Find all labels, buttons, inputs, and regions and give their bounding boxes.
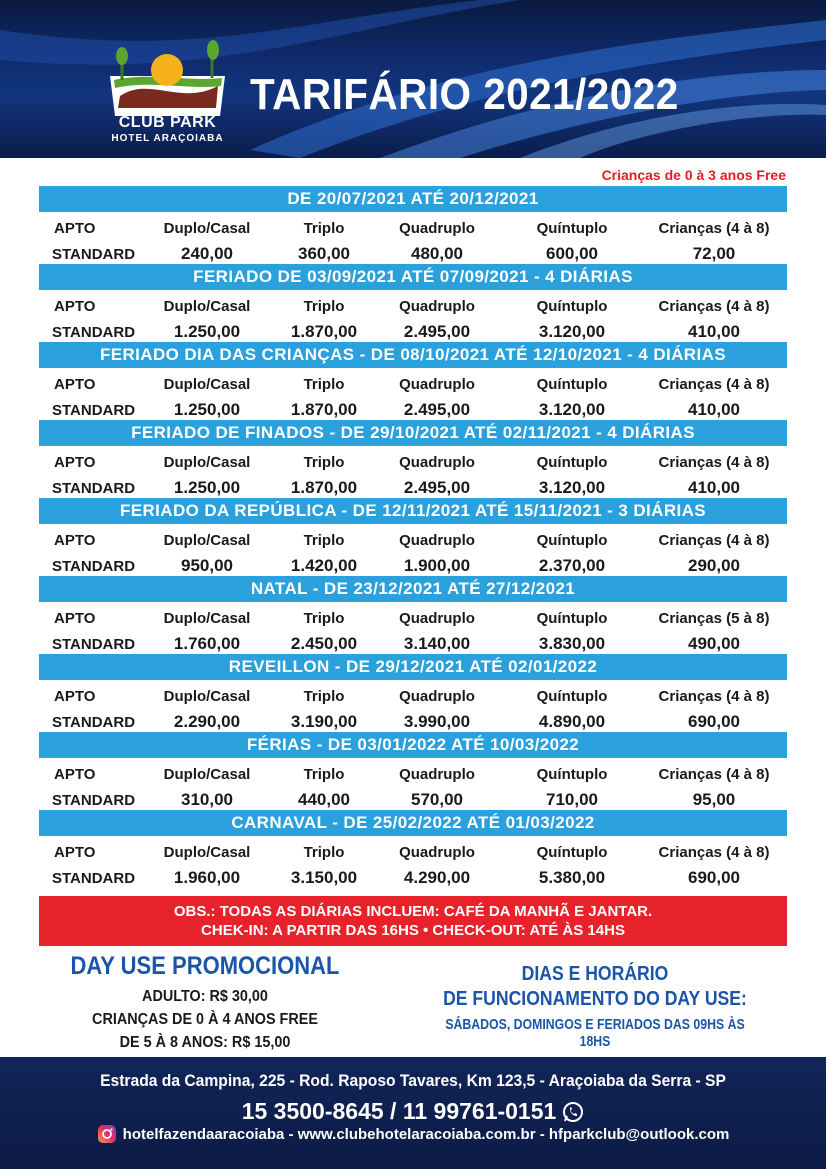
column-header-kids: Crianças (4 à 8) xyxy=(658,454,770,471)
period-title: FÉRIAS - DE 03/01/2022 ATÉ 10/03/2022 xyxy=(39,732,787,758)
column-header-duplo: Duplo/Casal xyxy=(163,454,251,471)
rate-value: 3.120,00 xyxy=(538,478,606,497)
column-header-quadruplo: Quadruplo xyxy=(399,454,475,471)
column-header-apto: APTO xyxy=(54,376,96,393)
column-header-kids: Crianças (4 à 8) xyxy=(658,844,770,861)
column-header-apto: APTO xyxy=(54,844,96,861)
rate-value: 1.870,00 xyxy=(290,400,358,419)
web-and-email: hotelfazendaaracoiaba - www.clubehotelaracoiaba.com.br - hfparkclub@outlook.com xyxy=(122,1125,730,1143)
logo-title: CLUB PARK xyxy=(118,114,217,131)
day-use-kids-free: CRIANÇAS DE 0 À 4 ANOS FREE xyxy=(92,1011,318,1028)
instagram-icon xyxy=(97,1124,117,1144)
rate-value: 3.120,00 xyxy=(538,322,606,341)
column-header-quadruplo: Quadruplo xyxy=(399,298,475,315)
rate-value: 410,00 xyxy=(688,400,740,419)
rate-value: 310,00 xyxy=(181,790,233,809)
whatsapp-icon xyxy=(562,1101,584,1123)
room-type-label: STANDARD xyxy=(52,324,136,341)
rate-value: 240,00 xyxy=(181,244,233,263)
rate-value: 1.250,00 xyxy=(173,322,241,341)
period-title: DE 20/07/2021 ATÉ 20/12/2021 xyxy=(39,186,787,212)
rate-value: 2.495,00 xyxy=(403,322,471,341)
rate-row xyxy=(39,290,787,342)
rate-value: 290,00 xyxy=(688,556,740,575)
column-header-triplo: Triplo xyxy=(303,220,345,237)
rate-value: 72,00 xyxy=(692,244,736,263)
column-header-duplo: Duplo/Casal xyxy=(163,688,251,705)
column-header-quintuplo: Quíntuplo xyxy=(536,610,608,627)
column-header-duplo: Duplo/Casal xyxy=(163,220,251,237)
column-header-quintuplo: Quíntuplo xyxy=(536,220,608,237)
obs-line-checkin: CHEK-IN: A PARTIR DAS 16HS • CHECK-OUT: ATÉ ÀS 14HS xyxy=(201,922,625,939)
rate-value: 3.140,00 xyxy=(403,634,471,653)
rate-value: 5.380,00 xyxy=(538,868,606,887)
rate-value: 2.370,00 xyxy=(538,556,606,575)
rate-value: 1.870,00 xyxy=(290,322,358,341)
period-title: FERIADO DIA DAS CRIANÇAS - DE 08/10/2021 ATÉ 12/10/2021 - 4 DIÁRIAS xyxy=(39,342,787,368)
rate-value: 1.250,00 xyxy=(173,400,241,419)
period-title: REVEILLON - DE 29/12/2021 ATÉ 02/01/2022 xyxy=(39,654,787,680)
rate-value: 690,00 xyxy=(688,712,740,731)
column-header-kids: Crianças (4 à 8) xyxy=(658,532,770,549)
column-header-quintuplo: Quíntuplo xyxy=(536,766,608,783)
web-line xyxy=(0,1124,826,1148)
column-header-quintuplo: Quíntuplo xyxy=(536,298,608,315)
rate-value: 1.960,00 xyxy=(173,868,241,887)
obs-banner xyxy=(39,896,787,946)
rate-row xyxy=(39,602,787,654)
rate-row xyxy=(39,524,787,576)
column-header-duplo: Duplo/Casal xyxy=(163,298,251,315)
column-header-apto: APTO xyxy=(54,298,96,315)
period-title: NATAL - DE 23/12/2021 ATÉ 27/12/2021 xyxy=(39,576,787,602)
rate-value: 2.495,00 xyxy=(403,478,471,497)
hours-title-1: DIAS E HORÁRIO xyxy=(521,963,669,985)
rate-value: 710,00 xyxy=(546,790,598,809)
column-header-quintuplo: Quíntuplo xyxy=(536,454,608,471)
day-use-adult-price: ADULTO: R$ 30,00 xyxy=(142,988,268,1005)
rate-value: 360,00 xyxy=(298,244,350,263)
column-header-quadruplo: Quadruplo xyxy=(399,610,475,627)
rate-value: 3.120,00 xyxy=(538,400,606,419)
rate-value: 4.290,00 xyxy=(403,868,471,887)
day-use-section xyxy=(40,952,370,1053)
column-header-kids: Crianças (4 à 8) xyxy=(658,298,770,315)
column-header-triplo: Triplo xyxy=(303,844,345,861)
address: Estrada da Campina, 225 - Rod. Raposo Tavares, Km 123,5 - Araçoiaba da Serra - SP xyxy=(100,1071,726,1090)
period-title: CARNAVAL - DE 25/02/2022 ATÉ 01/03/2022 xyxy=(39,810,787,836)
column-header-triplo: Triplo xyxy=(303,610,345,627)
column-header-apto: APTO xyxy=(54,220,96,237)
rate-value: 2.290,00 xyxy=(173,712,241,731)
day-use-kids-price: DE 5 À 8 ANOS: R$ 15,00 xyxy=(119,1034,291,1051)
column-header-triplo: Triplo xyxy=(303,298,345,315)
day-use-hours xyxy=(400,962,790,1050)
rate-value: 1.900,00 xyxy=(403,556,471,575)
column-header-duplo: Duplo/Casal xyxy=(163,766,251,783)
room-type-label: STANDARD xyxy=(52,714,136,731)
column-header-quadruplo: Quadruplo xyxy=(399,376,475,393)
rate-value: 690,00 xyxy=(688,868,740,887)
rate-row xyxy=(39,446,787,498)
rate-value: 3.990,00 xyxy=(403,712,471,731)
rate-row xyxy=(39,680,787,732)
footer xyxy=(0,1057,826,1169)
rate-value: 1.250,00 xyxy=(173,478,241,497)
rate-row xyxy=(39,758,787,810)
column-header-kids: Crianças (5 à 8) xyxy=(658,610,770,627)
column-header-triplo: Triplo xyxy=(303,454,345,471)
column-header-kids: Crianças (4 à 8) xyxy=(658,766,770,783)
rate-value: 1.760,00 xyxy=(173,634,241,653)
room-type-label: STANDARD xyxy=(52,246,136,263)
column-header-quadruplo: Quadruplo xyxy=(399,532,475,549)
room-type-label: STANDARD xyxy=(52,402,136,419)
column-header-duplo: Duplo/Casal xyxy=(163,532,251,549)
rate-row xyxy=(39,212,787,264)
room-type-label: STANDARD xyxy=(52,792,136,809)
rate-value: 3.150,00 xyxy=(290,868,358,887)
column-header-duplo: Duplo/Casal xyxy=(163,610,251,627)
column-header-quintuplo: Quíntuplo xyxy=(536,376,608,393)
column-header-duplo: Duplo/Casal xyxy=(163,844,251,861)
column-header-quintuplo: Quíntuplo xyxy=(536,532,608,549)
rate-value: 600,00 xyxy=(546,244,598,263)
rate-value: 440,00 xyxy=(298,790,350,809)
rate-value: 490,00 xyxy=(688,634,740,653)
kids-free-note: Crianças de 0 à 3 anos Free xyxy=(601,167,786,183)
rate-value: 95,00 xyxy=(692,790,736,809)
column-header-quintuplo: Quíntuplo xyxy=(536,844,608,861)
page-title: TARIFÁRIO 2021/2022 xyxy=(250,70,679,119)
rate-table xyxy=(39,186,787,888)
rate-value: 2.495,00 xyxy=(403,400,471,419)
column-header-apto: APTO xyxy=(54,454,96,471)
room-type-label: STANDARD xyxy=(52,480,136,497)
rate-value: 410,00 xyxy=(688,478,740,497)
column-header-quadruplo: Quadruplo xyxy=(399,766,475,783)
column-header-quadruplo: Quadruplo xyxy=(399,220,475,237)
column-header-triplo: Triplo xyxy=(303,532,345,549)
column-header-apto: APTO xyxy=(54,610,96,627)
rate-value: 410,00 xyxy=(688,322,740,341)
period-title: FERIADO DA REPÚBLICA - DE 12/11/2021 ATÉ 15/11/2021 - 3 DIÁRIAS xyxy=(39,498,787,524)
hours-detail: SÁBADOS, DOMINGOS E FERIADOS DAS 09HS ÀS 18HS xyxy=(445,1016,745,1050)
rate-value: 950,00 xyxy=(181,556,233,575)
column-header-quintuplo: Quíntuplo xyxy=(536,688,608,705)
logo-subtitle: HOTEL ARAÇOIABA xyxy=(111,133,224,144)
column-header-triplo: Triplo xyxy=(303,688,345,705)
column-header-apto: APTO xyxy=(54,532,96,549)
rate-value: 4.890,00 xyxy=(538,712,606,731)
header-banner xyxy=(0,0,826,158)
rate-value: 3.830,00 xyxy=(538,634,606,653)
rate-value: 3.190,00 xyxy=(290,712,358,731)
phone-line xyxy=(0,1098,826,1125)
column-header-kids: Crianças (4 à 8) xyxy=(658,220,770,237)
rate-row xyxy=(39,836,787,888)
rate-value: 570,00 xyxy=(411,790,463,809)
rate-value: 2.450,00 xyxy=(290,634,358,653)
rate-value: 1.420,00 xyxy=(290,556,358,575)
period-title: FERIADO DE FINADOS - DE 29/10/2021 ATÉ 02/11/2021 - 4 DIÁRIAS xyxy=(39,420,787,446)
column-header-triplo: Triplo xyxy=(303,766,345,783)
hours-title-2: DE FUNCIONAMENTO DO DAY USE: xyxy=(443,988,747,1010)
rate-value: 480,00 xyxy=(411,244,463,263)
column-header-kids: Crianças (4 à 8) xyxy=(658,688,770,705)
column-header-kids: Crianças (4 à 8) xyxy=(658,376,770,393)
room-type-label: STANDARD xyxy=(52,636,136,653)
phone-numbers: 15 3500-8645 / 11 99761-0151 xyxy=(241,1098,557,1124)
obs-line-meals: OBS.: TODAS AS DIÁRIAS INCLUEM: CAFÉ DA MANHÃ E JANTAR. xyxy=(173,903,653,920)
column-header-quadruplo: Quadruplo xyxy=(399,844,475,861)
room-type-label: STANDARD xyxy=(52,558,136,575)
period-title: FERIADO DE 03/09/2021 ATÉ 07/09/2021 - 4 DIÁRIAS xyxy=(39,264,787,290)
rate-row xyxy=(39,368,787,420)
room-type-label: STANDARD xyxy=(52,870,136,887)
column-header-quadruplo: Quadruplo xyxy=(399,688,475,705)
column-header-apto: APTO xyxy=(54,688,96,705)
column-header-duplo: Duplo/Casal xyxy=(163,376,251,393)
rate-value: 1.870,00 xyxy=(290,478,358,497)
column-header-apto: APTO xyxy=(54,766,96,783)
day-use-title: DAY USE PROMOCIONAL xyxy=(70,952,340,980)
column-header-triplo: Triplo xyxy=(303,376,345,393)
